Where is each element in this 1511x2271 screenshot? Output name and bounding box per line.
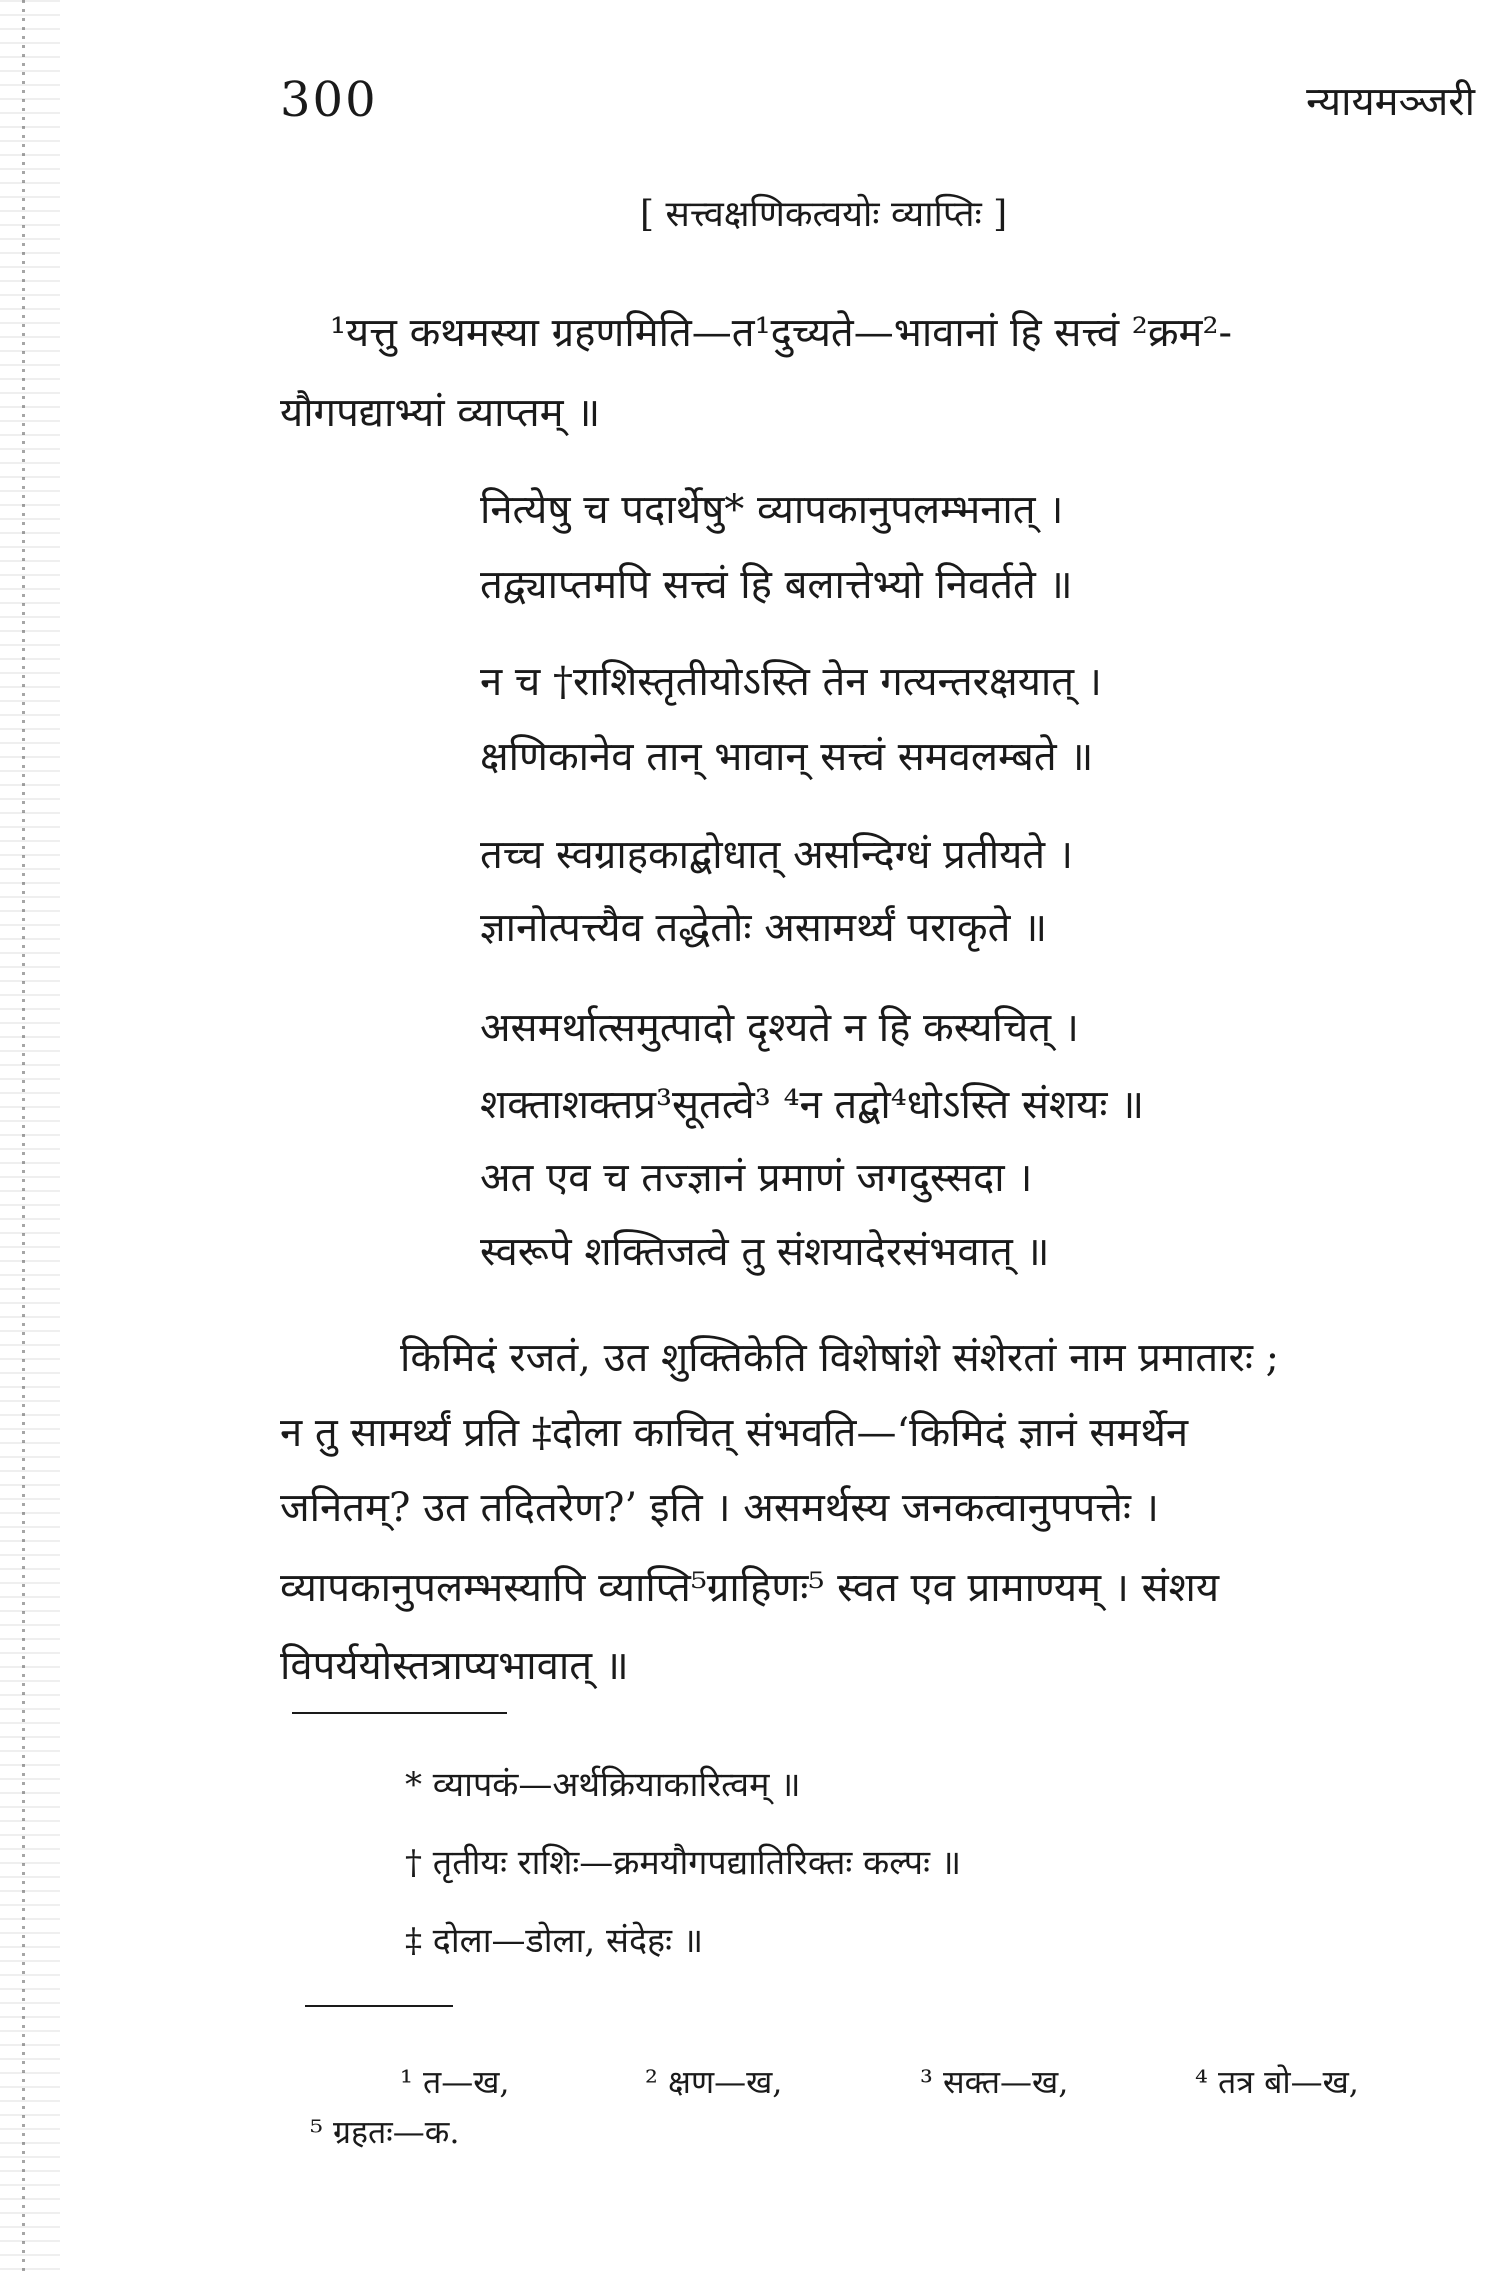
verse-line-2: तद्व्याप्तमपि सत्त्वं हि बलात्तेभ्यो निवर्तते ॥ (480, 562, 1073, 608)
main-paragraph-line-1: किमिदं रजतं, उत शुक्तिकेति विशेषांशे संशेरतां नाम प्रमातारः ; (400, 1335, 1280, 1381)
section-heading: [ सत्त्वक्षणिकत्वयोः व्याप्तिः ] (640, 194, 1008, 235)
main-paragraph-line-2: न तु सामर्थ्यं प्रति ‡दोला काचित् संभवति—‘किमिदं ज्ञानं समर्थेन (280, 1410, 1189, 1456)
explanatory-note-3: ‡ दोला—डोला, संदेहः ॥ (405, 1921, 704, 1961)
variant-reading-5: ⁵ ग्रहतः—क. (310, 2113, 460, 2151)
explanatory-note-1: * व्यापकं—अर्थक्रियाकारित्वम् ॥ (405, 1765, 801, 1805)
verse-line-8: शक्ताशक्तप्र³सूतत्वे³ ⁴न तद्बो⁴धोऽस्ति संशयः ॥ (480, 1082, 1145, 1128)
variant-separator-rule (305, 2005, 453, 2007)
verse-line-4: क्षणिकानेव तान् भावान् सत्त्वं समवलम्बते ॥ (480, 734, 1094, 780)
main-paragraph-line-4: व्यापकानुपलम्भस्यापि व्याप्ति⁵ग्राहिणः⁵ स्वत एव प्रामाण्यम् । संशय (280, 1565, 1220, 1611)
scan-edge-artifact-line (22, 0, 25, 2271)
verse-line-1: नित्येषु च पदार्थेषु* व्यापकानुपलम्भनात् । (480, 487, 1064, 533)
verse-line-6: ज्ञानोत्पत्त्यैव तद्धेतोः असामर्थ्यं पराकृते ॥ (480, 905, 1048, 951)
verse-line-10: स्वरूपे शक्तिजत्वे तु संशयादेरसंभवात् ॥ (480, 1229, 1050, 1275)
footnote-separator-rule (292, 1712, 507, 1714)
variant-reading-3: ³ सक्त—ख, (920, 2063, 1069, 2101)
running-title: न्यायमञ्जरी (1306, 79, 1475, 125)
verse-line-9: अत एव च तज्ज्ञानं प्रमाणं जगदुस्सदा । (480, 1155, 1033, 1201)
explanatory-note-2: † तृतीयः राशिः—क्रमयौगपद्यातिरिक्तः कल्पः ॥ (405, 1843, 962, 1883)
scan-edge-artifact (0, 0, 60, 2271)
intro-line-2: यौगपद्याभ्यां व्याप्तम् ॥ (280, 390, 601, 436)
variant-reading-2: ² क्षण—ख, (645, 2063, 783, 2101)
verse-line-3: न च †राशिस्तृतीयोऽस्ति तेन गत्यन्तरक्षयात् । (480, 659, 1102, 705)
verse-line-7: असमर्थात्समुत्पादो दृश्यते न हि कस्यचित् । (480, 1005, 1079, 1051)
page-number: 300 (280, 72, 378, 128)
variant-reading-1: ¹ त—ख, (400, 2063, 510, 2101)
verse-line-5: तच्च स्वग्राहकाद्बोधात् असन्दिग्धं प्रतीयते । (480, 832, 1073, 878)
variant-reading-4: ⁴ तत्र बो—ख, (1195, 2063, 1359, 2101)
main-paragraph-line-3: जनितम्? उत तदितरेण?’ इति । असमर्थस्य जनकत्वानुपपत्तेः । (280, 1485, 1159, 1531)
intro-line-1: ¹यत्तु कथमस्या ग्रहणमिति—त¹दुच्यते—भावानां हि सत्त्वं ²क्रम²- (330, 310, 1233, 356)
main-paragraph-line-5: विपर्ययोस्तत्राप्यभावात् ॥ (280, 1643, 629, 1689)
